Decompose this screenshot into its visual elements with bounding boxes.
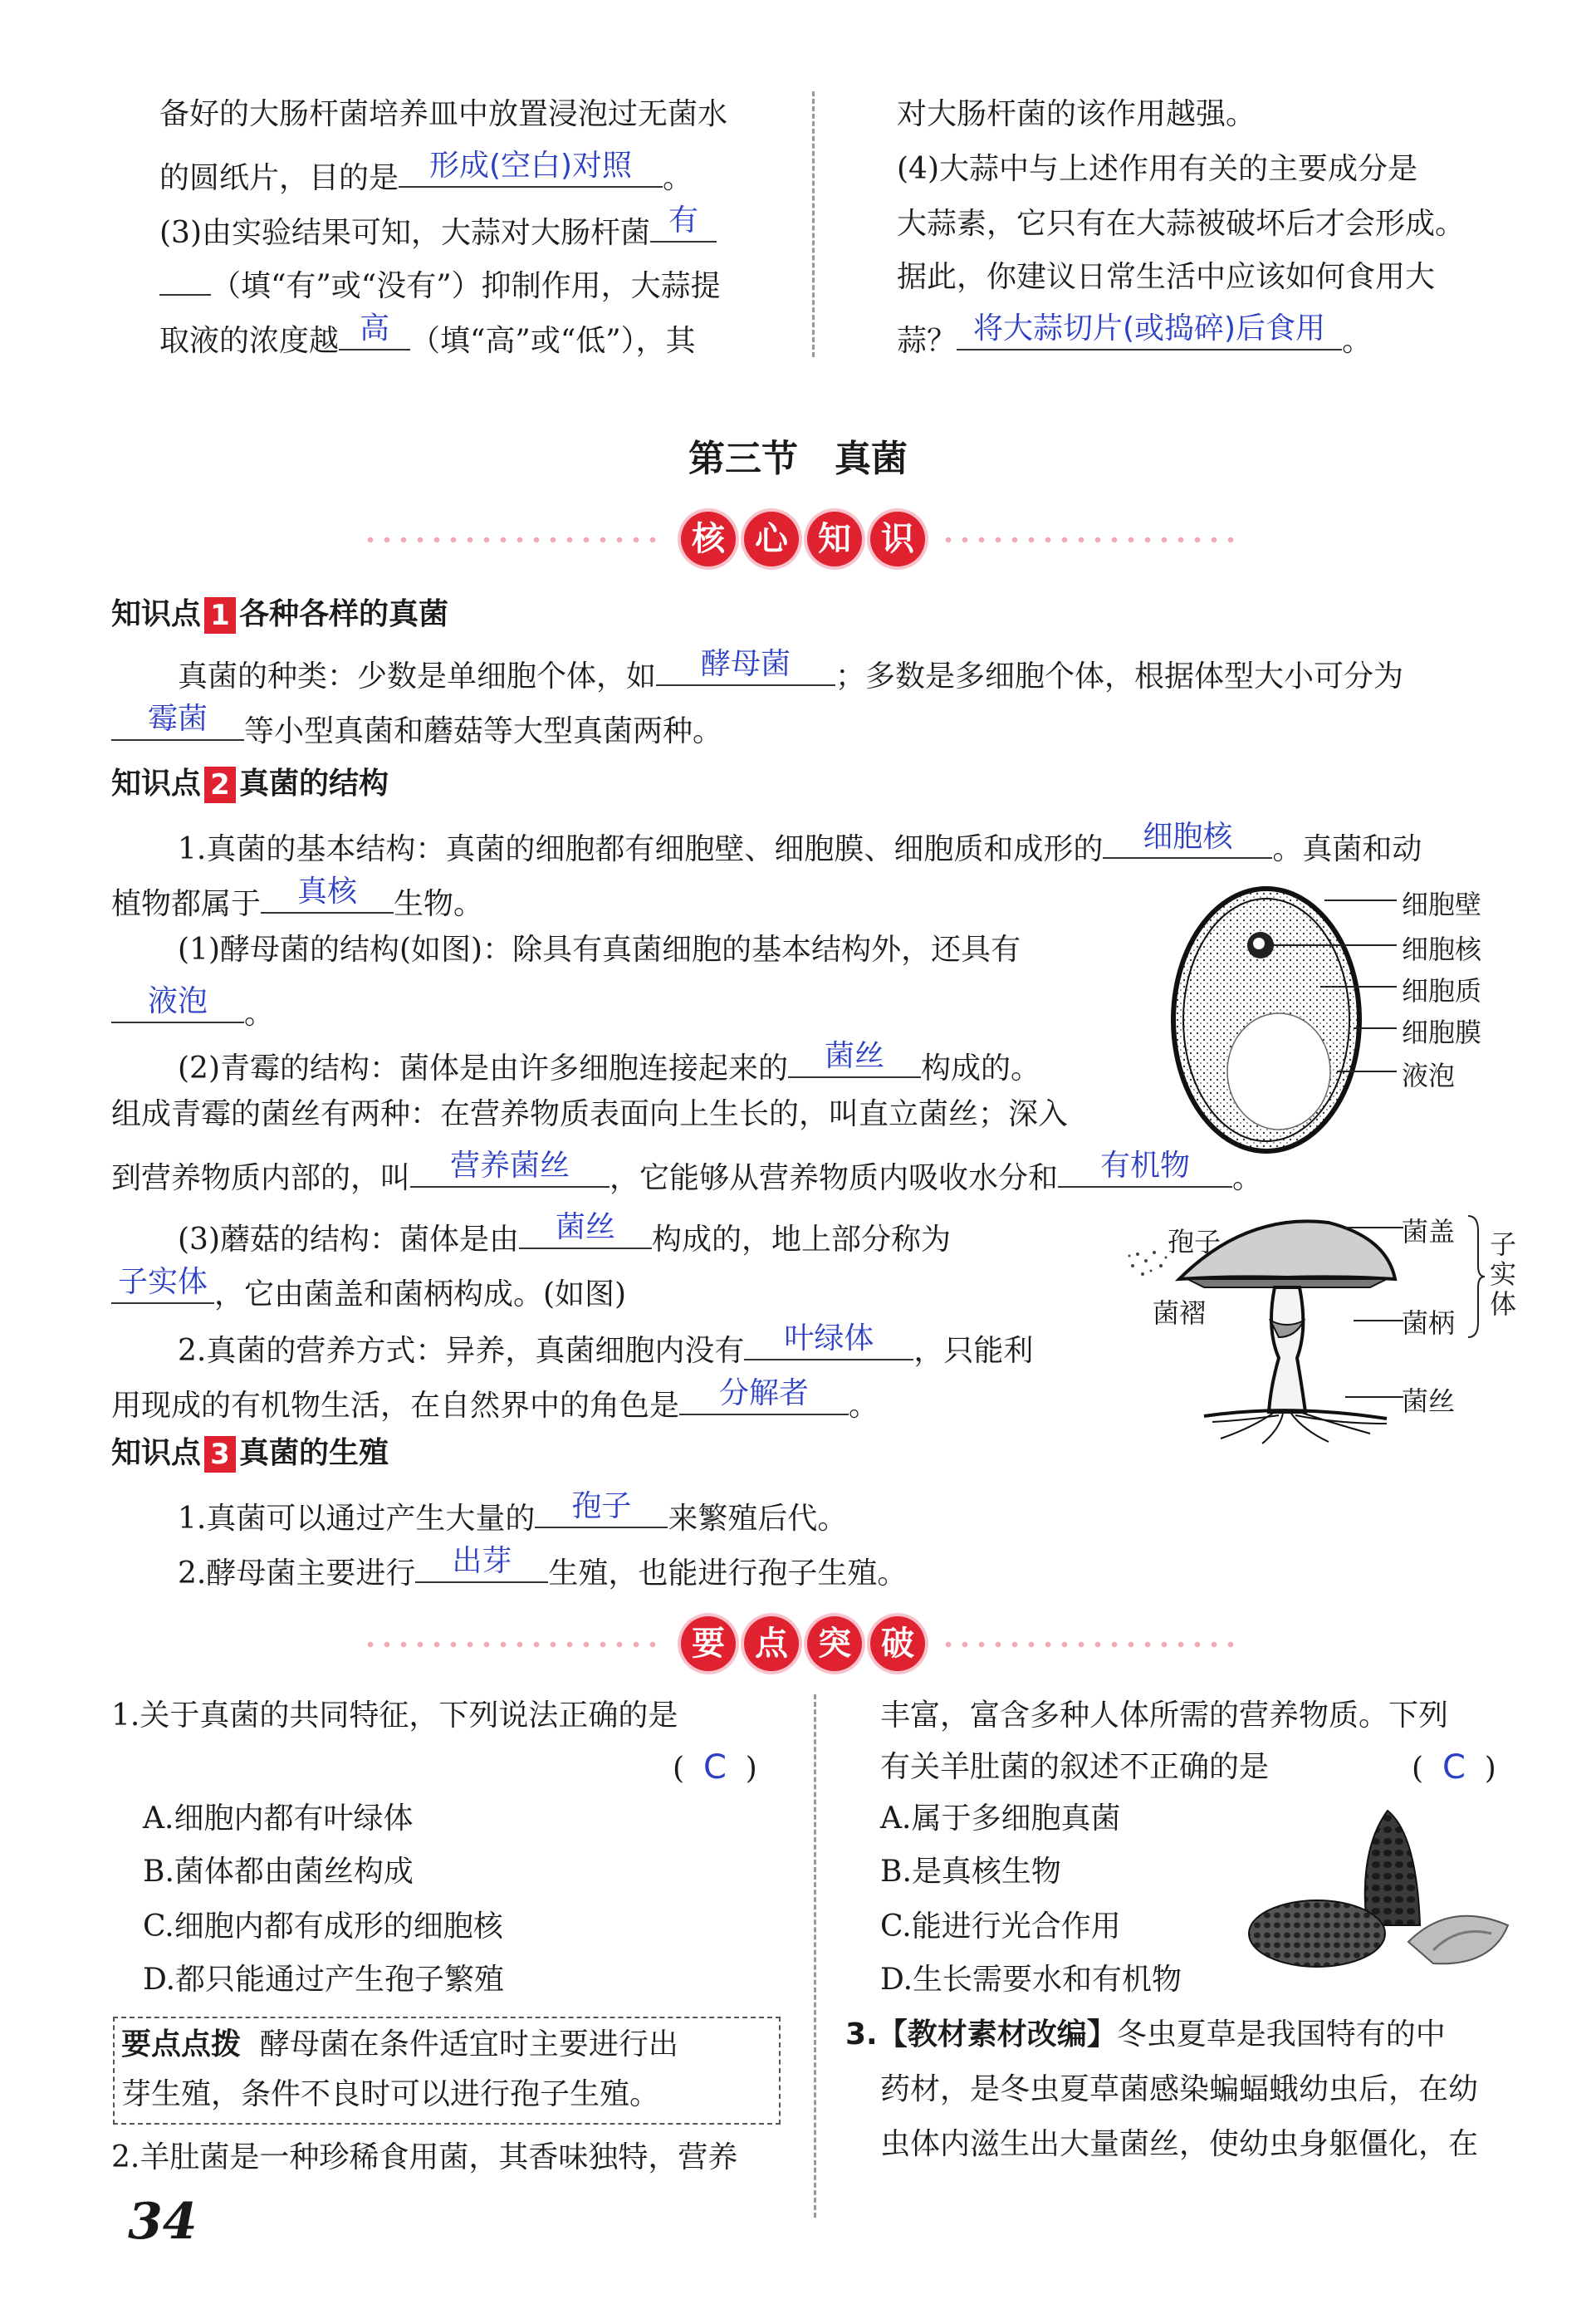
text: 冬虫夏草是我国特有的中: [1116, 2017, 1446, 2052]
text: 生物。: [394, 887, 484, 921]
text: ；多数是多细胞个体，根据体型大小可分为: [835, 659, 1404, 694]
page-number: 34: [128, 2193, 198, 2251]
top-right-line2: (4)大蒜中与上述作用有关的主要成分是: [897, 152, 1417, 186]
text: 的圆纸片，目的是: [159, 161, 399, 195]
tip-label: 要点点拨: [121, 2027, 242, 2061]
text: 用现成的有机物生活，在自然界中的角色是: [111, 1389, 680, 1423]
kp1-line2: [111, 696, 722, 758]
kp2-line8: [178, 1204, 951, 1267]
q2-stem-right-2: 有关羊肚菌的叙述不正确的是: [880, 1750, 1270, 1784]
kp1-line1: [178, 641, 1403, 703]
q1-answer: C: [703, 1748, 727, 1787]
kp3-heading: [111, 1430, 389, 1477]
answer-text: 孢子: [571, 1489, 632, 1523]
q3-line3: 虫体内滋生出大量菌丝，使幼虫身躯僵化，在: [880, 2127, 1479, 2161]
morel-mushroom-photo: [1242, 1801, 1525, 1975]
answer-blank[interactable]: [261, 869, 394, 914]
banner-char: 识: [870, 512, 925, 566]
kp2-line2: [111, 869, 483, 931]
text: (2)青霉的结构：菌体是由许多细胞连接起来的: [178, 1052, 788, 1086]
q1-stem: 1.关于真菌的共同特征，下列说法正确的是: [111, 1699, 678, 1733]
kp-number: 1: [204, 597, 236, 634]
q2-option-b[interactable]: B.是真核生物: [880, 1855, 1061, 1889]
kp-title: 真菌的生殖: [239, 1436, 389, 1470]
answer-text: 有: [668, 203, 698, 238]
q2-option-a[interactable]: A.属于多细胞真菌: [880, 1802, 1121, 1836]
answer-text: 酵母菌: [701, 647, 791, 681]
answer-text: 营养菌丝: [450, 1149, 570, 1183]
banner-dots-right: [940, 1641, 1239, 1648]
text: (: [673, 1752, 685, 1786]
kp2-line6: 组成青霉的菌丝有两种：在营养物质表面向上生长的，叫直立菌丝；深入: [111, 1097, 1069, 1131]
mushroom-leader-lines: [1295, 1204, 1412, 1412]
kp-title: 真菌的结构: [239, 767, 389, 801]
q2-answer: C: [1442, 1748, 1466, 1787]
text: (: [1412, 1752, 1424, 1786]
answer-text: 菌丝: [555, 1210, 615, 1244]
answer-blank[interactable]: [679, 1370, 849, 1415]
banner-char: 核: [681, 512, 736, 566]
text: 构成的。: [921, 1052, 1041, 1086]
text: ): [1484, 1752, 1496, 1786]
q1-answer-bracket[interactable]: [673, 1741, 757, 1796]
q2-option-c[interactable]: C.能进行光合作用: [880, 1909, 1121, 1944]
banner-char: 要: [681, 1616, 736, 1671]
column-divider: [814, 1694, 816, 2218]
kp-number: 2: [204, 767, 236, 803]
top-left-line5: [159, 306, 696, 368]
banner-dots-right: [940, 537, 1239, 543]
q1-option-a[interactable]: A.细胞内都有叶绿体: [143, 1802, 414, 1836]
yeast-label-cytoplasm: 细胞质: [1402, 975, 1482, 1007]
text: (3)蘑菇的结构：菌体是由: [178, 1223, 519, 1257]
text: 1.真菌可以通过产生大量的: [178, 1502, 536, 1536]
text: 。: [849, 1389, 879, 1423]
answer-blank[interactable]: [744, 1316, 913, 1360]
mushroom-label-hyphae: 菌丝: [1402, 1385, 1456, 1417]
text: 植物都属于: [111, 887, 262, 921]
top-left-line2: [159, 143, 693, 205]
q2-stem-right-1: 丰富，富含多种人体所需的营养物质。下列: [880, 1699, 1449, 1733]
answer-blank[interactable]: [519, 1204, 652, 1249]
answer-blank[interactable]: [957, 306, 1342, 351]
kp2-line7: [111, 1143, 1262, 1205]
text: ，只能利: [913, 1334, 1034, 1368]
kp1-heading: [111, 591, 448, 638]
yeast-label-vacuole: 液泡: [1402, 1060, 1456, 1091]
kp-title: 各种各样的真菌: [239, 597, 449, 631]
answer-text: 液泡: [147, 984, 208, 1018]
answer-text: 形成(空白)对照: [428, 149, 633, 183]
banner-dots-left: [362, 1641, 661, 1648]
answer-blank[interactable]: [111, 978, 244, 1023]
yeast-label-membrane: 细胞膜: [1402, 1017, 1482, 1048]
answer-text: 真核: [297, 875, 358, 909]
mushroom-label-cap: 菌盖: [1402, 1216, 1456, 1248]
top-right-line5: [897, 306, 1372, 368]
answer-blank[interactable]: [410, 1143, 610, 1188]
answer-text: 细胞核: [1143, 820, 1233, 854]
kp3-line1: [178, 1483, 847, 1546]
text: （填“高”或“低”），其: [410, 324, 696, 358]
text: (3)由实验结果可知，大蒜对大肠杆菌: [159, 216, 650, 250]
text: 真菌的种类：少数是单细胞个体，如: [178, 659, 657, 694]
text: 到营养物质内部的，叫: [111, 1161, 411, 1195]
kp2-line4: [111, 978, 274, 1041]
mushroom-label-gill: 菌褶: [1153, 1297, 1207, 1329]
mushroom-label-fruit-body: 子实体: [1490, 1228, 1517, 1320]
q1-option-c[interactable]: C.细胞内都有成形的细胞核: [143, 1909, 503, 1944]
answer-blank[interactable]: [788, 1033, 921, 1078]
text: （填“有”或“没有”）抑制作用，大蒜提: [211, 269, 721, 303]
mushroom-label-stalk: 菌柄: [1402, 1307, 1456, 1339]
answer-text: 子实体: [117, 1265, 208, 1299]
kp-number: 3: [204, 1436, 236, 1473]
q3-line2: 药材，是冬虫夏草菌感染蝙蝠蛾幼虫后，在幼: [880, 2072, 1479, 2106]
yeast-label-wall: 细胞壁: [1402, 889, 1482, 920]
kp-prefix: 知识点: [111, 597, 202, 631]
column-divider: [812, 91, 815, 357]
q2-answer-bracket[interactable]: [1412, 1741, 1496, 1796]
answer-text: 将大蒜切片(或捣碎)后食用: [972, 311, 1326, 346]
kp2-line10: [178, 1316, 1033, 1378]
text: ): [745, 1752, 757, 1786]
text: 。: [663, 161, 693, 195]
fruit-body-brace: [1466, 1214, 1486, 1339]
text: 取液的浓度越: [159, 324, 340, 358]
text: 。: [1232, 1161, 1263, 1195]
q3-tag: 3.【教材素材改编】: [845, 2017, 1117, 2052]
answer-text: 菌丝: [824, 1039, 884, 1073]
banner-char: 突: [807, 1616, 862, 1671]
text: 。真菌和动: [1272, 832, 1422, 866]
text: ，它能够从营养物质内吸收水分和: [610, 1161, 1059, 1195]
section-title: 第三节 真菌: [688, 438, 908, 480]
answer-text: 叶绿体: [784, 1321, 874, 1355]
q2-stem-left: 2.羊肚菌是一种珍稀食用菌，其香味独特，营养: [111, 2140, 738, 2174]
answer-text: 出芽: [452, 1544, 512, 1578]
banner-dots-left: [362, 537, 661, 543]
text: ，它由菌盖和菌柄构成。(如图): [214, 1277, 627, 1311]
answer-blank[interactable]: [656, 641, 835, 686]
answer-text: 高: [360, 311, 390, 346]
text: 2.酵母菌主要进行: [178, 1556, 416, 1591]
kp2-line3: (1)酵母菌的结构(如图)：除具有真菌细胞的基本结构外，还具有: [178, 933, 1021, 967]
kp-prefix: 知识点: [111, 1436, 202, 1470]
kp2-line9: [111, 1259, 626, 1321]
answer-blank[interactable]: [399, 143, 663, 188]
q1-option-d[interactable]: D.都只能通过产生孢子繁殖: [143, 1963, 505, 1997]
text: 蒜？: [897, 324, 957, 358]
kp-prefix: 知识点: [111, 767, 202, 801]
text: 。: [244, 997, 275, 1031]
q3-line1: [845, 2008, 1446, 2061]
answer-blank[interactable]: [111, 696, 244, 741]
kp2-heading: [111, 761, 389, 807]
tip-line1: [121, 2018, 678, 2071]
answer-text: 有机物: [1100, 1149, 1191, 1183]
text: 等小型真菌和蘑菇等大型真菌两种。: [244, 714, 723, 748]
answer-blank[interactable]: [650, 198, 717, 243]
answer-text: 霉菌: [147, 702, 208, 736]
answer-blank[interactable]: [339, 306, 410, 351]
answer-blank[interactable]: [535, 1483, 668, 1528]
answer-blank[interactable]: [111, 1259, 214, 1304]
text: 生殖，也能进行孢子生殖。: [548, 1556, 908, 1591]
q1-option-b[interactable]: B.菌体都由菌丝构成: [143, 1855, 414, 1889]
banner-char: 点: [744, 1616, 799, 1671]
kp2-line11: [111, 1370, 879, 1433]
kp2-line5: [178, 1033, 1040, 1096]
answer-blank[interactable]: [1103, 814, 1272, 859]
q2-option-d[interactable]: D.生长需要水和有机物: [880, 1963, 1182, 1997]
answer-blank-cont: [159, 251, 211, 296]
top-right-line1: 对大肠杆菌的该作用越强。: [897, 97, 1256, 131]
answer-blank[interactable]: [415, 1538, 548, 1583]
mushroom-label-spore: 孢子: [1168, 1226, 1221, 1257]
text: 。: [1342, 324, 1373, 358]
yeast-label-nucleus: 细胞核: [1402, 934, 1482, 965]
text: 2.真菌的营养方式：异养，真菌细胞内没有: [178, 1334, 745, 1368]
top-left-line1: 备好的大肠杆菌培养皿中放置浸泡过无菌水: [159, 97, 728, 131]
top-left-line4: [159, 251, 721, 313]
banner-char: 破: [870, 1616, 925, 1671]
kp2-line1: [178, 814, 1422, 876]
top-right-line3: 大蒜素，它只有在大蒜被破坏后才会形成。: [897, 207, 1466, 241]
tip-line2: 芽生殖，条件不良时可以进行孢子生殖。: [121, 2077, 660, 2111]
text: 酵母菌在条件适宜时主要进行出: [259, 2027, 678, 2061]
top-right-line4: 据此，你建议日常生活中应该如何食用大: [897, 260, 1436, 294]
yeast-leader-lines: [1246, 880, 1403, 1088]
kp3-line2: [178, 1538, 907, 1601]
text: 来繁殖后代。: [668, 1502, 848, 1536]
banner-char: 知: [807, 512, 862, 566]
text: 构成的，地上部分称为: [652, 1223, 952, 1257]
text: 1.真菌的基本结构：真菌的细胞都有细胞壁、细胞膜、细胞质和成形的: [178, 832, 1104, 866]
answer-text: 分解者: [719, 1376, 810, 1410]
banner-char: 心: [744, 512, 799, 566]
